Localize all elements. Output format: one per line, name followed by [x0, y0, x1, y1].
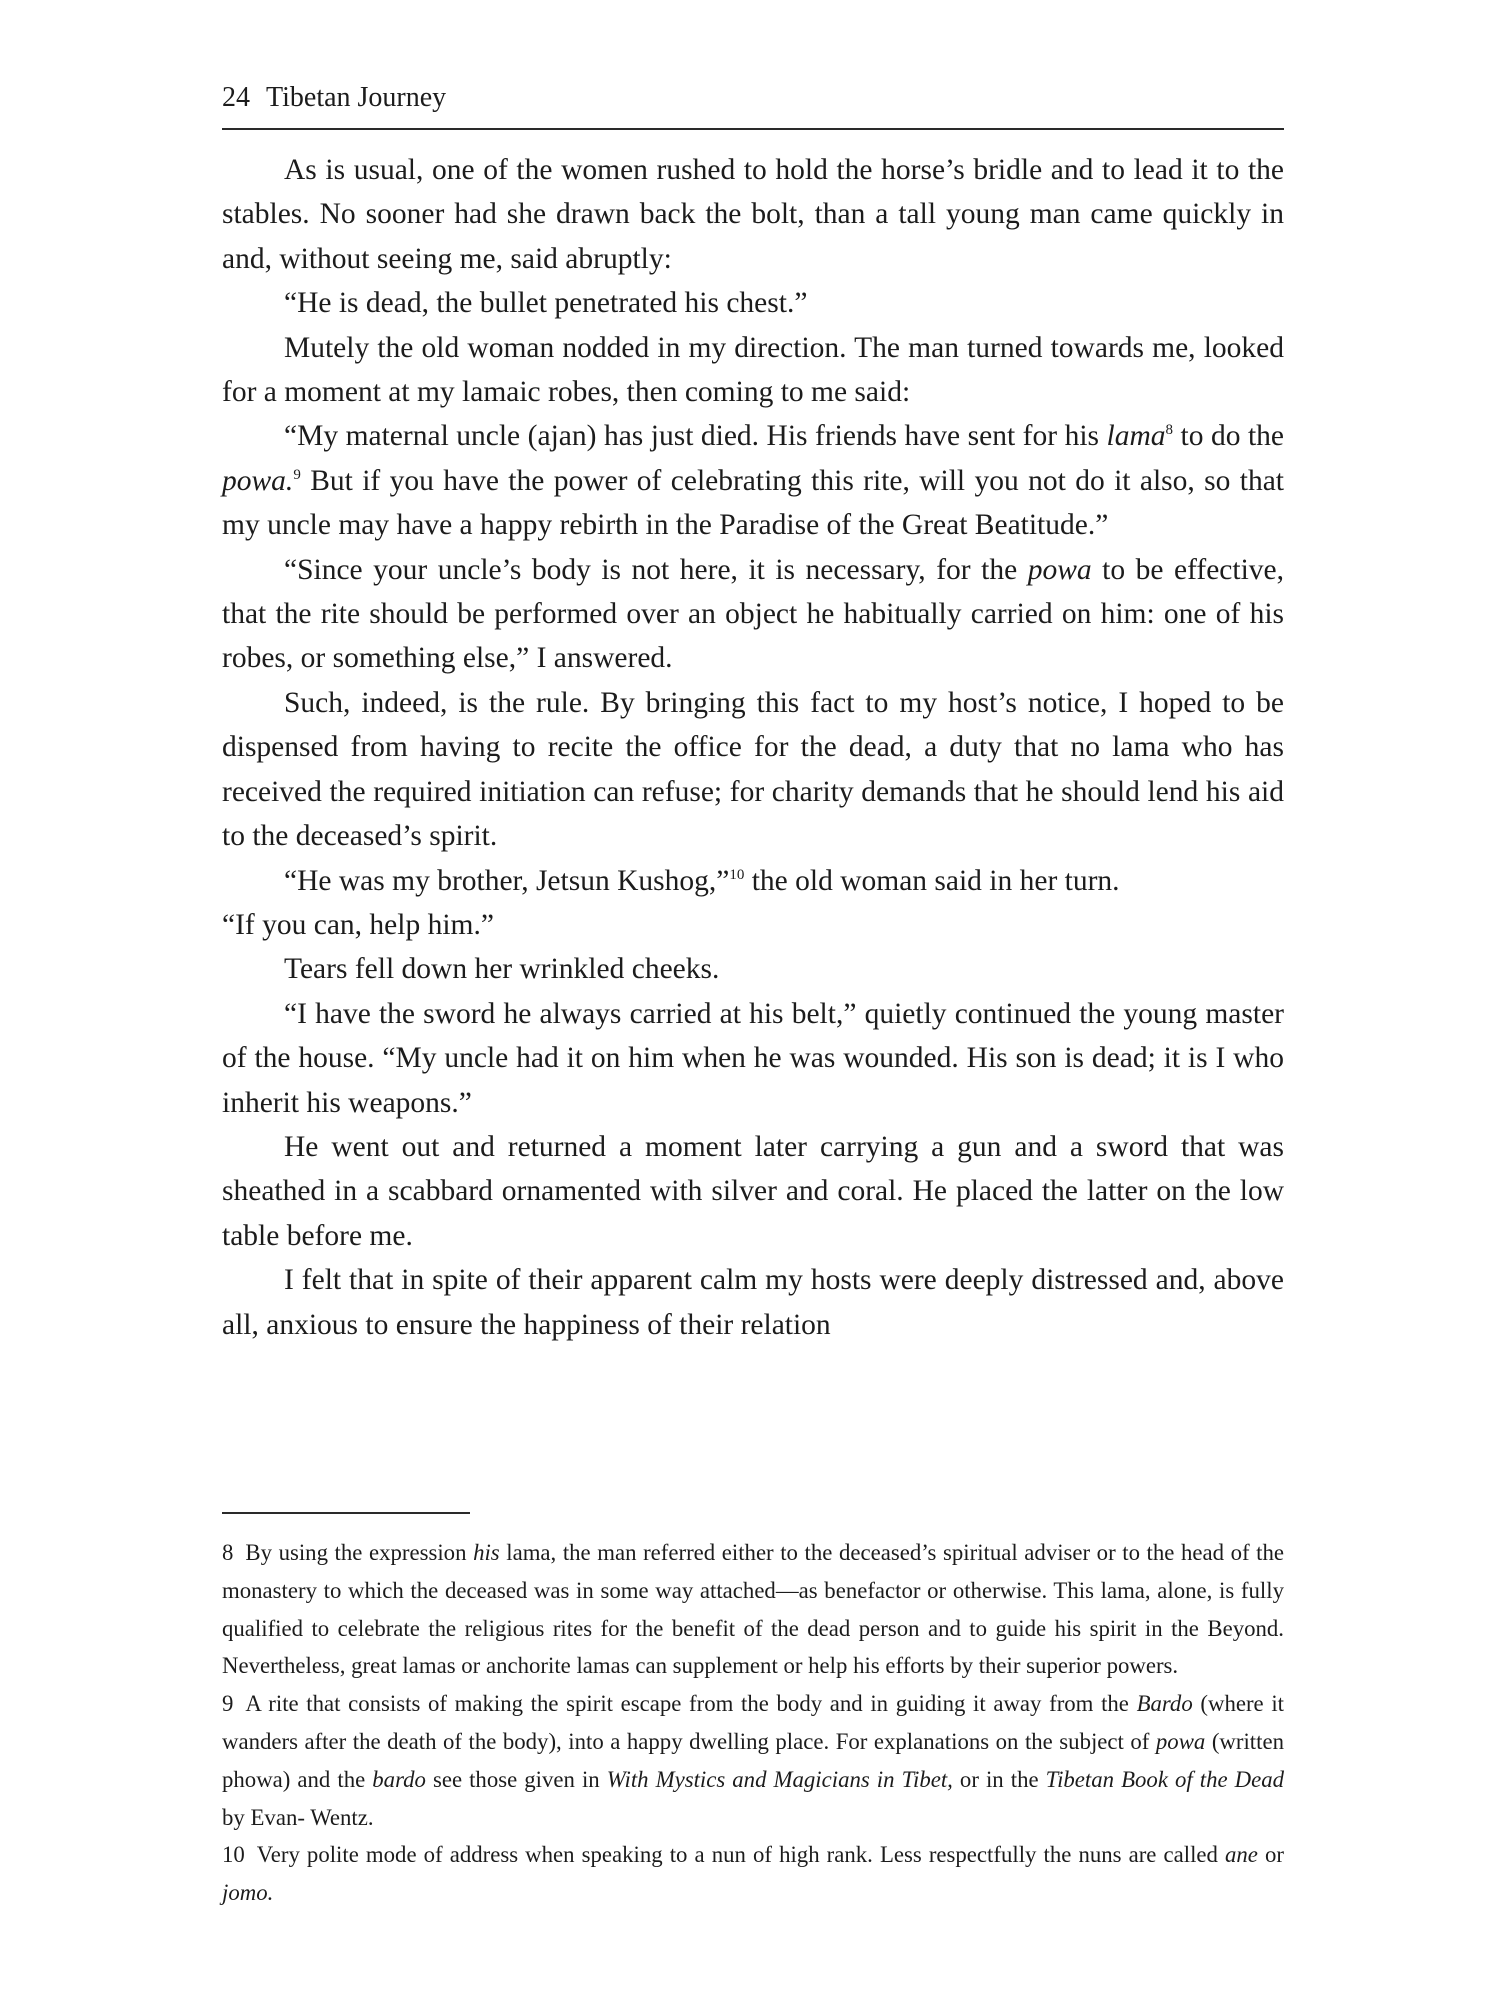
text-run: “My maternal uncle (ajan) has just died. His friends have sent for his — [284, 420, 1107, 453]
text-run: “If you can, help him.” — [222, 908, 494, 941]
footnote — [222, 1836, 1284, 1912]
italic-text: lama — [1106, 420, 1166, 453]
text-run: or in the — [952, 1766, 1046, 1792]
text-run: (written phowa) and the — [222, 1728, 1284, 1792]
text-run: (where it wanders after the death of the body), into a happy dwelling place. For explanations on the subject of — [222, 1691, 1284, 1754]
body-paragraph — [222, 548, 1284, 681]
italic-text: ane — [1225, 1842, 1258, 1868]
page-number: 24 — [222, 82, 250, 113]
italic-text: powa — [1027, 553, 1092, 586]
body-paragraph — [222, 859, 1284, 903]
footnote-number: 9 — [222, 1691, 234, 1717]
text-run: He went out and returned a moment later carrying a gun and a sword that was sheathed in a scabbard ornamented with silver and coral. He placed the latter on the low table before me. — [222, 1130, 1284, 1252]
footnote-ref: 8 — [1165, 422, 1173, 439]
italic-text: his — [473, 1540, 500, 1565]
italic-text: bardo — [372, 1766, 426, 1792]
running-head — [222, 80, 1284, 130]
text-run: I felt that in spite of their apparent calm my hosts were deeply distressed and, above all, anxious to ensure the happiness of their relation — [222, 1264, 1284, 1341]
body-paragraph — [222, 947, 1284, 991]
italic-text: With Mystics and Magicians in Tibet, — [606, 1766, 953, 1792]
body-paragraph — [222, 903, 1284, 947]
text-run: see those given in — [425, 1766, 607, 1792]
text-run: the old woman said in her turn. — [744, 864, 1120, 897]
footnotes — [222, 1534, 1284, 1912]
running-title: Tibetan Journey — [266, 82, 447, 113]
body-paragraph — [222, 992, 1284, 1125]
footnote-divider — [222, 1512, 470, 1514]
italic-text: powa. — [222, 464, 294, 497]
text-run: to do the — [1173, 420, 1284, 453]
body-paragraph — [222, 414, 1284, 547]
text-run: Mutely the old woman nodded in my direction. The man turned towards me, looked for a moment at my lamaic robes, then coming to me said: — [222, 331, 1284, 409]
body-paragraph — [222, 1258, 1284, 1347]
footnote-ref: 9 — [293, 467, 301, 484]
text-run: “He was my brother, Jetsun Kushog,” — [284, 864, 730, 897]
text-run: Tears fell down her wrinkled cheeks. — [284, 953, 720, 986]
text-run: Such, indeed, is the rule. By bringing this fact to my host’s notice, I hoped to be dispensed from having to recite the office for the dead, a duty that no lama who has received the required initiation can refuse; for charity demands that he should lend his aid to the deceased’s spirit. — [222, 686, 1284, 853]
text-run: By using the expression — [245, 1540, 474, 1565]
footnote — [222, 1534, 1284, 1685]
text-run: to be effective, that the rite should be performed over an object he habitually carried on him: one of his robes, or something else,” I answered. — [222, 553, 1284, 675]
italic-text: powa — [1155, 1728, 1206, 1754]
text-run: “He is dead, the bullet penetrated his chest.” — [284, 287, 808, 320]
text-run: lama, the man referred either to the deceased’s spiritual adviser or to the head of the monastery to which the deceased was in some way attached—as benefactor or otherwise. This lama, alone, is fully qualified to celebrate the religious rites for the benefit of the dead person and to guide his spirit in the Beyond. Nevertheless, great lamas or anchorite lamas can supplement or help his efforts by their superior powers. — [222, 1540, 1285, 1679]
text-run: Very polite mode of address when speaking to a nun of high rank. Less respectfully the nuns are called — [256, 1842, 1225, 1868]
body-paragraph — [222, 1125, 1284, 1258]
text-run: As is usual, one of the women rushed to hold the horse’s bridle and to lead it to the stables. No sooner had she drawn back the bolt, than a tall young man came quickly in and, without seeing me, said abruptly: — [222, 154, 1284, 275]
footnote — [222, 1685, 1284, 1836]
footnote-number: 10 — [222, 1842, 245, 1868]
text-run: or — [1257, 1842, 1284, 1868]
text-run: But if you have the power of celebrating this rite, will you not do it also, so that my uncle may have a happy rebirth in the Paradise of the Great Beatitude.” — [222, 464, 1284, 542]
body-paragraph — [222, 281, 1284, 325]
body-text — [222, 148, 1284, 1347]
text-run: by Evan- Wentz. — [222, 1804, 374, 1830]
body-paragraph — [222, 326, 1284, 415]
text-run: A rite that consists of making the spirit escape from the body and in guiding it away from the — [245, 1691, 1137, 1717]
italic-text: Bardo — [1136, 1691, 1193, 1717]
footnote-number: 8 — [222, 1540, 234, 1565]
footnote-ref: 10 — [729, 866, 745, 883]
italic-text: Tibetan Book of the Dead — [1045, 1766, 1285, 1792]
body-paragraph — [222, 148, 1284, 281]
text-run: “I have the sword he always carried at his belt,” quietly continued the young master of the house. “My uncle had it on him when he was wounded. His son is dead; it is I who inherit his weapons.” — [222, 997, 1284, 1119]
book-page — [222, 80, 1284, 1960]
body-paragraph — [222, 681, 1284, 859]
text-run: “Since your uncle’s body is not here, it is necessary, for the — [284, 553, 1028, 586]
italic-text: jomo. — [222, 1880, 274, 1906]
